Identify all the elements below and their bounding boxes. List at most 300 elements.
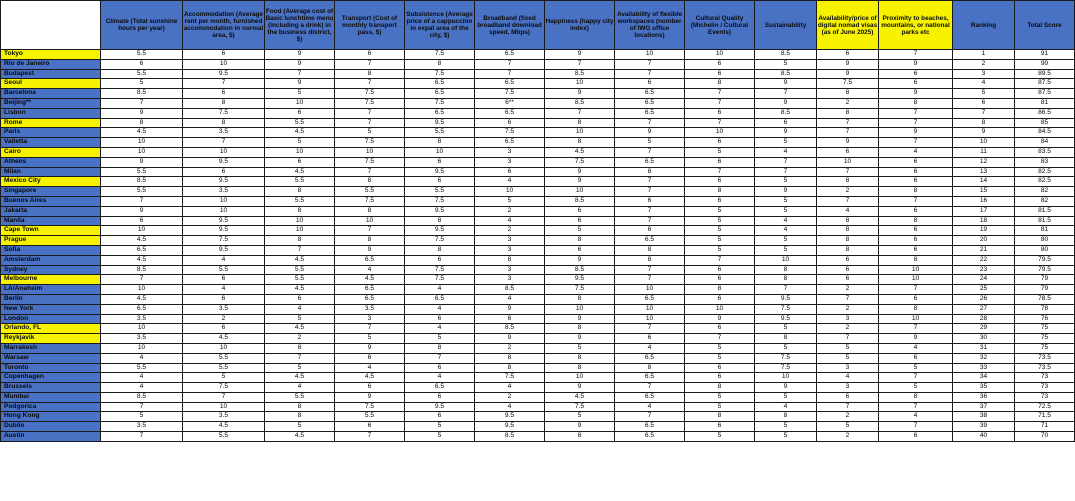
score-cell: 6.5: [615, 89, 685, 99]
score-cell: 3.5: [183, 128, 265, 138]
city-name-cell: Marrakesh: [1, 343, 101, 353]
city-name-cell: Rome: [1, 118, 101, 128]
score-cell: 7: [879, 422, 953, 432]
score-cell: 3: [475, 245, 545, 255]
score-cell: 7: [817, 294, 879, 304]
table-body: [1, 50, 1075, 442]
score-cell: 5: [685, 402, 755, 412]
score-cell: 6: [265, 294, 335, 304]
score-cell: 6: [265, 157, 335, 167]
score-cell: 7: [101, 402, 183, 412]
score-cell: 2: [817, 285, 879, 295]
score-cell: 6.5: [615, 373, 685, 383]
ranking-cell: 8: [953, 118, 1015, 128]
score-cell: 7.5: [405, 98, 475, 108]
score-cell: 5.5: [101, 363, 183, 373]
table-row: [1, 236, 1075, 246]
score-cell: 6.5: [101, 245, 183, 255]
city-name-cell: Lisbon: [1, 108, 101, 118]
score-cell: 9: [755, 383, 817, 393]
score-cell: 4.5: [265, 128, 335, 138]
table-row: [1, 432, 1075, 442]
score-cell: 5.5: [405, 187, 475, 197]
score-cell: 9: [265, 79, 335, 89]
score-cell: 3.5: [183, 304, 265, 314]
score-cell: 7: [755, 89, 817, 99]
total-score-cell: 75: [1015, 334, 1075, 344]
score-cell: 9: [101, 206, 183, 216]
score-cell: 7: [615, 206, 685, 216]
score-cell: 10: [545, 79, 615, 89]
city-name-cell: Jakarta: [1, 206, 101, 216]
score-cell: 8: [545, 236, 615, 246]
ranking-cell: 2: [953, 59, 1015, 69]
score-cell: 6: [817, 50, 879, 60]
score-cell: 5.5: [183, 265, 265, 275]
score-cell: 6: [615, 334, 685, 344]
score-cell: 8: [475, 363, 545, 373]
header-cell: Subsistence (Average price of a cappuccino in expat area of the city, $): [405, 1, 475, 50]
total-score-cell: 87.5: [1015, 89, 1075, 99]
score-cell: 5: [685, 236, 755, 246]
score-cell: 8: [615, 363, 685, 373]
score-cell: 7.5: [545, 285, 615, 295]
ranking-cell: 38: [953, 412, 1015, 422]
table-row: [1, 294, 1075, 304]
score-cell: 8: [545, 118, 615, 128]
score-cell: 5.5: [265, 177, 335, 187]
score-cell: 5: [879, 363, 953, 373]
score-cell: 6: [265, 108, 335, 118]
score-cell: 7: [879, 324, 953, 334]
score-cell: 9: [879, 59, 953, 69]
score-cell: 7: [879, 50, 953, 60]
city-name-cell: Prague: [1, 236, 101, 246]
score-cell: 5: [755, 206, 817, 216]
score-cell: 5.5: [101, 187, 183, 197]
score-cell: 9: [879, 128, 953, 138]
ranking-cell: 4: [953, 79, 1015, 89]
table-row: [1, 402, 1075, 412]
score-cell: 8: [817, 226, 879, 236]
ranking-cell: 23: [953, 265, 1015, 275]
header-cell: Sustainability: [755, 1, 817, 50]
header-cell: Happiness (happy city index): [545, 1, 615, 50]
city-name-cell: Athens: [1, 157, 101, 167]
score-cell: 6: [685, 196, 755, 206]
score-cell: 5: [755, 343, 817, 353]
score-cell: 6: [183, 89, 265, 99]
score-cell: 5: [685, 353, 755, 363]
score-cell: 3: [817, 363, 879, 373]
score-cell: 10: [879, 275, 953, 285]
score-cell: 6: [879, 245, 953, 255]
score-cell: 7: [879, 402, 953, 412]
score-cell: 8: [879, 304, 953, 314]
score-cell: 10: [183, 343, 265, 353]
total-score-cell: 82.5: [1015, 167, 1075, 177]
header-cell: Accommodation (Average rent per month, furnished accommodation in normal area, $): [183, 1, 265, 50]
city-name-cell: Melbourne: [1, 275, 101, 285]
score-cell: 9.5: [405, 118, 475, 128]
score-cell: 5: [755, 392, 817, 402]
score-cell: 8.5: [545, 196, 615, 206]
score-cell: 8.5: [475, 432, 545, 442]
score-cell: 9: [545, 255, 615, 265]
score-cell: 5.5: [265, 265, 335, 275]
score-cell: 4: [335, 363, 405, 373]
table-row: [1, 50, 1075, 60]
city-name-cell: Milan: [1, 167, 101, 177]
score-cell: 6.5: [475, 108, 545, 118]
score-cell: 10: [101, 285, 183, 295]
score-cell: 8: [265, 206, 335, 216]
score-cell: 4: [755, 402, 817, 412]
score-cell: 7: [615, 265, 685, 275]
score-cell: 3.5: [335, 304, 405, 314]
score-cell: 6: [817, 147, 879, 157]
score-cell: 9: [475, 334, 545, 344]
score-cell: 6.5: [335, 294, 405, 304]
score-cell: 5.5: [335, 187, 405, 197]
header-cell: Total Score: [1015, 1, 1075, 50]
score-cell: 7: [101, 432, 183, 442]
ranking-cell: 6: [953, 98, 1015, 108]
total-score-cell: 78.5: [1015, 294, 1075, 304]
score-cell: 8: [265, 236, 335, 246]
score-cell: 9.5: [183, 69, 265, 79]
city-name-cell: Sofia: [1, 245, 101, 255]
ranking-cell: 29: [953, 324, 1015, 334]
score-cell: 8: [545, 432, 615, 442]
table-row: [1, 422, 1075, 432]
score-cell: 8: [545, 363, 615, 373]
score-cell: 8.5: [545, 98, 615, 108]
total-score-cell: 80: [1015, 245, 1075, 255]
score-cell: 9: [335, 343, 405, 353]
table-row: [1, 314, 1075, 324]
total-score-cell: 72.5: [1015, 402, 1075, 412]
score-cell: 6: [183, 294, 265, 304]
ranking-cell: 25: [953, 285, 1015, 295]
score-cell: 6.5: [335, 255, 405, 265]
ranking-cell: 22: [953, 255, 1015, 265]
total-score-cell: 73.5: [1015, 353, 1075, 363]
table-row: [1, 157, 1075, 167]
score-cell: 6: [101, 59, 183, 69]
score-cell: 4: [405, 373, 475, 383]
score-cell: 4: [183, 285, 265, 295]
score-cell: 7.5: [405, 69, 475, 79]
score-cell: 3: [817, 383, 879, 393]
score-cell: 10: [101, 147, 183, 157]
score-cell: 4: [755, 216, 817, 226]
city-name-cell: Seoul: [1, 79, 101, 89]
score-cell: 4.5: [265, 285, 335, 295]
score-cell: 2: [817, 304, 879, 314]
score-cell: 7.5: [183, 236, 265, 246]
table-row: [1, 392, 1075, 402]
score-cell: 6: [879, 167, 953, 177]
score-cell: 7: [335, 167, 405, 177]
score-cell: 8.5: [475, 285, 545, 295]
score-cell: 8: [545, 324, 615, 334]
header-cell-city: [1, 1, 101, 50]
score-cell: 8: [615, 167, 685, 177]
score-cell: 6: [335, 50, 405, 60]
city-name-cell: Orlando, FL: [1, 324, 101, 334]
score-cell: 7: [615, 59, 685, 69]
score-cell: 5: [817, 422, 879, 432]
ranking-cell: 7: [953, 108, 1015, 118]
city-name-cell: Sydney: [1, 265, 101, 275]
score-cell: 6: [685, 294, 755, 304]
score-cell: 5: [817, 353, 879, 363]
score-cell: 10: [475, 187, 545, 197]
score-cell: 7: [335, 108, 405, 118]
score-cell: 4: [879, 147, 953, 157]
total-score-cell: 89.5: [1015, 69, 1075, 79]
score-cell: 6: [475, 314, 545, 324]
score-cell: 5: [475, 196, 545, 206]
total-score-cell: 79: [1015, 275, 1075, 285]
score-cell: 6: [685, 69, 755, 79]
score-cell: 8: [615, 255, 685, 265]
score-cell: 6.5: [475, 138, 545, 148]
table-row: [1, 138, 1075, 148]
table-row: [1, 79, 1075, 89]
total-score-cell: 78: [1015, 304, 1075, 314]
score-cell: 4.5: [183, 334, 265, 344]
score-cell: 10: [615, 285, 685, 295]
header-cell: Climate (Total sunshine hours per year): [101, 1, 183, 50]
score-cell: 8: [265, 187, 335, 197]
table-row: [1, 59, 1075, 69]
score-cell: 6.5: [405, 108, 475, 118]
score-cell: 5: [879, 383, 953, 393]
score-cell: 7.5: [335, 138, 405, 148]
score-cell: 4: [265, 383, 335, 393]
score-cell: 2: [817, 432, 879, 442]
score-cell: 6.5: [615, 432, 685, 442]
score-cell: 7.5: [335, 157, 405, 167]
score-cell: 7: [335, 59, 405, 69]
score-cell: 6: [405, 314, 475, 324]
score-cell: 8.5: [101, 177, 183, 187]
score-cell: 6**: [475, 98, 545, 108]
score-cell: 6.5: [615, 353, 685, 363]
score-cell: 7: [101, 196, 183, 206]
score-cell: 4.5: [101, 236, 183, 246]
table-row: [1, 177, 1075, 187]
total-score-cell: 83: [1015, 157, 1075, 167]
score-cell: 10: [101, 324, 183, 334]
score-cell: 6: [545, 245, 615, 255]
score-cell: 8.5: [101, 392, 183, 402]
score-cell: 10: [335, 147, 405, 157]
table-row: [1, 383, 1075, 393]
score-cell: 4.5: [265, 373, 335, 383]
city-name-cell: Budapest: [1, 69, 101, 79]
score-cell: 6: [879, 432, 953, 442]
score-cell: 8: [405, 59, 475, 69]
score-cell: 5: [685, 343, 755, 353]
score-cell: 8: [755, 265, 817, 275]
score-cell: 9: [545, 422, 615, 432]
score-cell: 4: [183, 255, 265, 265]
score-cell: 4: [101, 373, 183, 383]
ranking-cell: 9: [953, 128, 1015, 138]
score-cell: 7.5: [755, 363, 817, 373]
score-cell: 7.5: [475, 128, 545, 138]
table-row: [1, 128, 1075, 138]
score-cell: 4.5: [101, 294, 183, 304]
score-cell: 9: [755, 79, 817, 89]
score-cell: 6.5: [615, 392, 685, 402]
score-cell: 6: [685, 373, 755, 383]
table-row: [1, 373, 1075, 383]
score-cell: 7.5: [545, 402, 615, 412]
city-name-cell: Dublin: [1, 422, 101, 432]
score-cell: 9: [545, 50, 615, 60]
score-cell: 2: [475, 343, 545, 353]
city-name-cell: Podgorica: [1, 402, 101, 412]
score-cell: 6: [183, 50, 265, 60]
score-cell: 7: [817, 334, 879, 344]
score-cell: 7: [475, 69, 545, 79]
score-cell: 7: [335, 226, 405, 236]
table-header-row: [1, 1, 1075, 50]
score-cell: 6.5: [405, 89, 475, 99]
score-cell: 6: [817, 255, 879, 265]
header-cell: Proximity to beaches, mountains, or national parks etc: [879, 1, 953, 50]
score-cell: 5: [755, 138, 817, 148]
score-cell: 5: [755, 59, 817, 69]
table-row: [1, 245, 1075, 255]
score-cell: 4.5: [101, 128, 183, 138]
score-cell: 8: [817, 236, 879, 246]
score-cell: 5: [265, 138, 335, 148]
ranking-cell: 36: [953, 392, 1015, 402]
table-row: [1, 275, 1075, 285]
score-cell: 10: [615, 50, 685, 60]
score-cell: 6: [685, 108, 755, 118]
score-cell: 4.5: [183, 422, 265, 432]
score-cell: 4: [879, 343, 953, 353]
score-cell: 8: [755, 334, 817, 344]
score-cell: 10: [183, 206, 265, 216]
score-cell: 5: [755, 177, 817, 187]
score-cell: 7: [879, 138, 953, 148]
score-cell: 6: [879, 226, 953, 236]
table-row: [1, 334, 1075, 344]
score-cell: 5: [335, 128, 405, 138]
total-score-cell: 79.5: [1015, 255, 1075, 265]
score-cell: 7: [615, 275, 685, 285]
score-cell: 5: [685, 226, 755, 236]
score-cell: 8: [265, 412, 335, 422]
header-cell: Transport (Cost of monthly transport pass, $): [335, 1, 405, 50]
total-score-cell: 79: [1015, 285, 1075, 295]
total-score-cell: 81: [1015, 226, 1075, 236]
score-cell: 7: [335, 432, 405, 442]
total-score-cell: 73: [1015, 383, 1075, 393]
score-cell: 7: [685, 255, 755, 265]
score-cell: 6: [335, 353, 405, 363]
score-cell: 7: [335, 79, 405, 89]
score-cell: 4: [755, 226, 817, 236]
score-cell: 6: [183, 167, 265, 177]
score-cell: 6: [405, 177, 475, 187]
score-cell: 4: [475, 402, 545, 412]
score-cell: 9.5: [755, 314, 817, 324]
score-cell: 6: [335, 422, 405, 432]
score-cell: 5: [755, 245, 817, 255]
city-name-cell: LA/Anaheim: [1, 285, 101, 295]
score-cell: 4: [101, 383, 183, 393]
score-cell: 9: [545, 383, 615, 393]
score-cell: 6.5: [405, 79, 475, 89]
score-cell: 10: [183, 196, 265, 206]
score-cell: 8: [101, 118, 183, 128]
score-cell: 9: [545, 177, 615, 187]
total-score-cell: 84.5: [1015, 128, 1075, 138]
table-row: [1, 343, 1075, 353]
score-cell: 6: [475, 118, 545, 128]
score-cell: 7: [685, 167, 755, 177]
score-cell: 5.5: [101, 50, 183, 60]
score-cell: 7: [615, 324, 685, 334]
score-cell: 5: [265, 89, 335, 99]
score-cell: 5: [755, 236, 817, 246]
score-cell: 9.5: [405, 226, 475, 236]
score-cell: 5: [545, 412, 615, 422]
score-cell: 7: [615, 412, 685, 422]
score-cell: 7: [265, 69, 335, 79]
total-score-cell: 83.5: [1015, 147, 1075, 157]
ranking-cell: 19: [953, 226, 1015, 236]
score-cell: 6: [405, 412, 475, 422]
score-cell: 3: [475, 236, 545, 246]
score-cell: 5.5: [265, 275, 335, 285]
total-score-cell: 81: [1015, 98, 1075, 108]
score-cell: 8: [335, 206, 405, 216]
score-cell: 7.5: [335, 402, 405, 412]
score-cell: 6: [879, 206, 953, 216]
city-name-cell: Mexico City: [1, 177, 101, 187]
score-cell: 8: [817, 177, 879, 187]
score-cell: 7: [101, 98, 183, 108]
score-cell: 7: [755, 285, 817, 295]
score-cell: 6: [817, 275, 879, 285]
score-cell: 4: [817, 373, 879, 383]
ranking-cell: 3: [953, 69, 1015, 79]
score-cell: 7: [615, 177, 685, 187]
score-cell: 4.5: [265, 432, 335, 442]
ranking-cell: 33: [953, 363, 1015, 373]
score-cell: 4: [615, 343, 685, 353]
score-cell: 7: [755, 167, 817, 177]
score-cell: 6: [183, 275, 265, 285]
score-cell: 8: [405, 216, 475, 226]
score-cell: 6: [685, 265, 755, 275]
ranking-cell: 37: [953, 402, 1015, 412]
score-cell: 5.5: [265, 392, 335, 402]
table-row: [1, 89, 1075, 99]
score-cell: 9: [265, 50, 335, 60]
city-name-cell: Manila: [1, 216, 101, 226]
score-cell: 6: [615, 196, 685, 206]
